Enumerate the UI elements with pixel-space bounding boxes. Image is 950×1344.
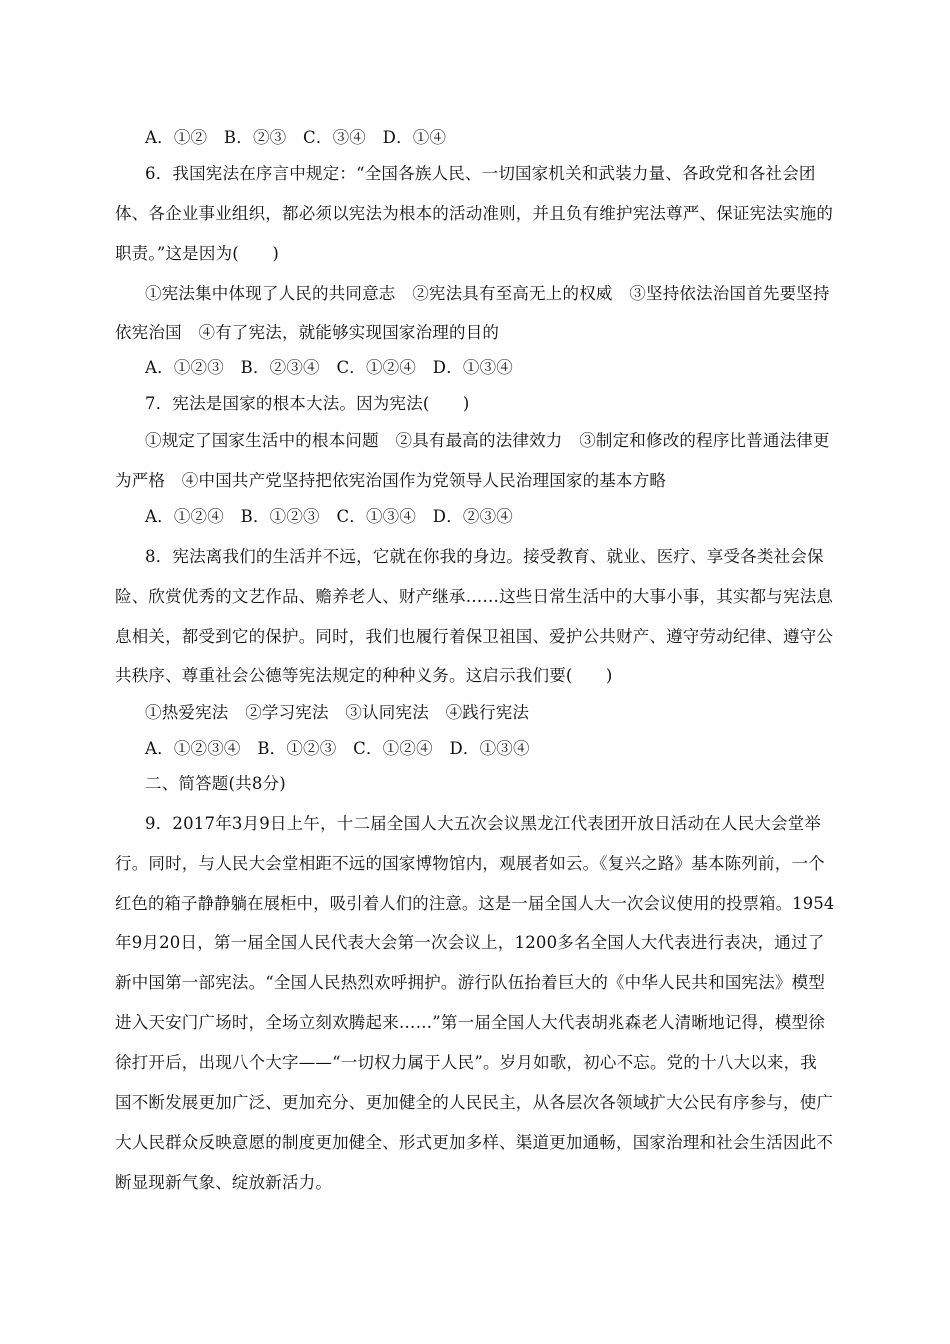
- q6-statements-line-1: ①宪法集中体现了人民的共同意志 ②宪法具有至高无上的权威 ③坚持依法治国首先要坚持: [145, 284, 830, 303]
- q6-stem-line-1: 6．我国宪法在序言中规定：“全国各族人民、一切国家机关和武装力量、各政党和各社会团: [145, 164, 816, 183]
- q9-passage-line-10: 断显现新气象、绽放新活力。: [115, 1173, 333, 1192]
- q8-stem-line-1: 8．宪法离我们的生活并不远，它就在你我的身边。接受教育、就业、医疗、享受各类社会保: [145, 547, 824, 566]
- q9-passage-line-7: 徐打开后，出现八个大字——“一切权力属于人民”。岁月如歌，初心不忘。党的十八大以来，我: [115, 1053, 817, 1072]
- q8-options: A．①②③④ B．①②③ C．①②④ D．①③④: [145, 739, 530, 758]
- q9-passage-line-6: 进入天安门广场时，全场立刻欢腾起来……”第一届全国人大代表胡兆森老人清晰地记得，模型徐: [115, 1013, 826, 1032]
- q6-stem-line-2: 体、各企业事业组织，都必须以宪法为根本的活动准则，并且负有维护宪法尊严、保证宪法实施的: [115, 204, 834, 223]
- q6-options: A．①②③ B．②③④ C．①②④ D．①③④: [145, 358, 513, 377]
- q9-passage-line-1: 9．2017年3月9日上午，十二届全国人大五次会议黑龙江代表团开放日活动在人民大会堂举: [145, 814, 822, 833]
- q7-statements-line-2: 为严格 ④中国共产党坚持把依宪治国作为党领导人民治理国家的基本方略: [115, 471, 667, 490]
- q8-stem-line-4: 共秩序、尊重社会公德等宪法规定的种种义务。这启示我们要( ): [115, 666, 613, 685]
- q7-options: A．①②④ B．①②③ C．①③④ D．②③④: [145, 507, 513, 526]
- q8-statements: ①热爱宪法 ②学习宪法 ③认同宪法 ④践行宪法: [145, 703, 530, 722]
- q6-statements-line-2: 依宪治国 ④有了宪法，就能够实现国家治理的目的: [115, 323, 500, 342]
- q5-options: A．①② B．②③ C．③④ D．①④: [145, 128, 447, 147]
- q9-passage-line-4: 年9月20日，第一届全国人民代表大会第一次会议上，1200多名全国人大代表进行表决，通过了: [115, 933, 825, 952]
- q9-passage-line-5: 新中国第一部宪法。“全国人民热烈欢呼拥护。游行队伍抬着巨大的《中华人民共和国宪法》模型: [115, 973, 826, 992]
- q6-stem-line-3: 职责。”这是因为( ): [115, 244, 279, 263]
- q9-passage-line-2: 行。同时，与人民大会堂相距不远的国家博物馆内，观展者如云。《复兴之路》基本陈列前，一个: [115, 854, 825, 873]
- section-heading-short-answer: 二、简答题(共8分): [145, 774, 286, 793]
- q7-statements-line-1: ①规定了国家生活中的根本问题 ②具有最高的法律效力 ③制定和修改的程序比普通法律更: [145, 431, 830, 450]
- q7-stem: 7．宪法是国家的根本大法。因为宪法( ): [145, 394, 470, 413]
- q8-stem-line-3: 息相关，都受到它的保护。同时，我们也履行着保卫祖国、爱护公共财产、遵守劳动纪律、遵守公: [115, 627, 834, 646]
- q9-passage-line-8: 国不断发展更加广泛、更加充分、更加健全的人民民主，从各层次各领域扩大公民有序参与，使广: [115, 1093, 834, 1112]
- q9-passage-line-3: 红色的箱子静静躺在展柜中，吸引着人们的注意。这是一届全国人大一次会议使用的投票箱。1954: [115, 894, 835, 913]
- q9-passage-line-9: 大人民群众反映意愿的制度更加健全、形式更加多样、渠道更加通畅，国家治理和社会生活因此不: [115, 1133, 834, 1152]
- q8-stem-line-2: 险、欣赏优秀的文艺作品、赡养老人、财产继承……这些日常生活中的大事小事，其实都与宪法息: [115, 587, 834, 606]
